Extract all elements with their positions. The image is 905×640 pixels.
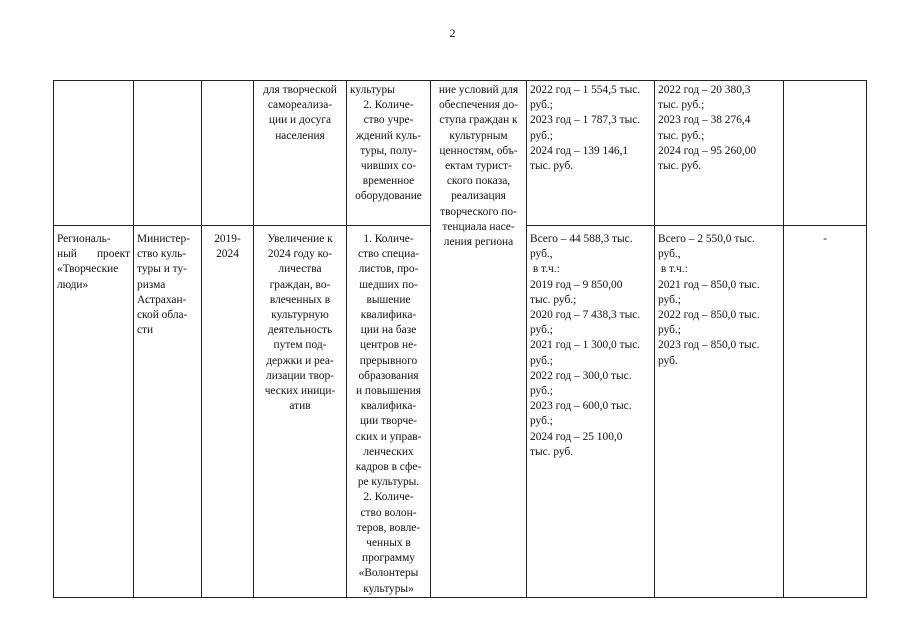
cell-executor: [134, 81, 202, 226]
text-line: Региональ-: [57, 233, 111, 245]
text-line: временное: [362, 175, 415, 188]
cell-result: [431, 81, 527, 598]
text-line: 2019 год – 9 850,00: [530, 278, 623, 291]
text-line: Всего – 44 588,3 тыс.: [530, 233, 633, 245]
text-line: руб.;: [530, 385, 553, 398]
text-line: 1. Количе-: [363, 233, 414, 245]
text-line: тыс. руб.: [658, 160, 702, 173]
text-line: культуры»: [363, 582, 414, 595]
project-table: [53, 80, 867, 598]
text-line: тыс. руб.;: [658, 99, 705, 112]
text-line: ство специа-: [357, 248, 420, 261]
text-line: сти: [137, 324, 154, 337]
cell-budget-regional: [655, 81, 784, 226]
text-line: культуры: [350, 84, 395, 96]
text-line: «Творческие: [57, 263, 119, 276]
text-line: программу: [361, 552, 416, 565]
cell-other: [784, 226, 867, 598]
text-line: ской обла-: [137, 309, 188, 322]
cell-goal: [254, 226, 347, 598]
text-line: 2023 год – 1 787,3 тыс.: [530, 114, 641, 127]
text-line: 2022 год – 20 380,3: [658, 84, 751, 96]
text-line: самореализа-: [267, 99, 333, 112]
text-line: в т.ч.:: [530, 263, 560, 276]
text-line: «Волонтеры: [358, 567, 419, 580]
text-line: ции на базе: [360, 324, 417, 337]
text-line: руб.;: [530, 324, 553, 337]
text-line: 2024 год – 95 260,00: [658, 144, 757, 157]
text-line: туры и ту-: [137, 263, 187, 276]
text-line: ческих иници-: [264, 385, 336, 398]
text-line: ние условий для: [438, 84, 519, 96]
text-line: вышение: [366, 293, 411, 306]
text-line: 2021 год – 1 300,0 тыс.: [530, 339, 641, 352]
text-line: 2022 год – 300,0 тыс.: [530, 369, 632, 382]
text-line: шедших по-: [359, 278, 418, 291]
text-line: реализация: [451, 190, 506, 203]
text-line: для творческой: [263, 84, 337, 96]
text-line: руб.: [658, 354, 678, 367]
text-line: руб.;: [658, 324, 681, 337]
text-line: Всего – 2 550,0 тыс.: [658, 233, 755, 245]
text-line: ектам турист-: [445, 160, 512, 173]
text-line: туры, полу-: [360, 144, 417, 157]
text-line: Астрахан-: [137, 293, 187, 306]
table-row: [54, 81, 867, 226]
text-line: ленческих: [363, 445, 414, 458]
text-line: тыс. руб.;: [530, 293, 577, 306]
text-line: 2. Количе-: [363, 491, 414, 504]
cell-budget-total: [527, 81, 655, 226]
text-line: 2024: [216, 248, 239, 261]
text-line: 2022 год – 1 554,5 тыс.: [530, 84, 641, 96]
text-line: ции творче-: [359, 415, 418, 428]
text-line: 2024 году ко-: [267, 248, 333, 261]
text-line: 2023 год – 600,0 тыс.: [530, 400, 632, 413]
text-line: ских и управ-: [355, 430, 422, 443]
text-line: 2024 год – 25 100,0: [530, 430, 623, 443]
text-line: ступа граждан к: [439, 114, 518, 127]
text-line: листов, про-: [358, 263, 419, 276]
cell-period: [202, 226, 254, 598]
text-line: держки и реа-: [266, 354, 334, 367]
text-line: 2024 год – 139 146,1: [530, 144, 629, 157]
text-line: обеспечения до-: [439, 99, 518, 112]
text-line: путем под-: [273, 339, 327, 352]
text-line: лизации твор-: [266, 369, 334, 382]
cell-period: [202, 81, 254, 226]
text-line: ризма: [137, 278, 166, 291]
text-line: 2. Количе-: [363, 99, 414, 112]
text-line: оборудование: [355, 190, 422, 203]
text-line: 2023 год – 850,0 тыс.: [658, 339, 760, 352]
text-line: люди»: [57, 278, 89, 291]
text-line: кадров в сфе-: [355, 461, 422, 474]
text-line: ный проект: [57, 248, 130, 261]
text-line: деятельность: [267, 324, 333, 337]
text-line: и повышения: [355, 385, 422, 398]
text-line: творческого по-: [440, 205, 517, 218]
text-line: квалифика-: [360, 309, 417, 322]
text-line: ство куль-: [137, 248, 187, 261]
text-line: ления региона: [443, 236, 514, 249]
text-line: атив: [289, 400, 311, 413]
text-line: тыс. руб.;: [658, 129, 705, 142]
cell-goal: [254, 81, 347, 226]
cell-other: [784, 81, 867, 226]
text-line: центров не-: [360, 339, 417, 352]
text-line: руб.,: [658, 248, 681, 261]
text-line: квалифика-: [360, 400, 417, 413]
text-line: 2022 год – 850,0 тыс.: [658, 309, 760, 322]
text-line: -: [823, 233, 827, 245]
text-line: прерывного: [359, 354, 418, 367]
cell-executor: [134, 226, 202, 598]
cell-indicators: [347, 226, 431, 598]
text-line: 2023 год – 38 276,4: [658, 114, 751, 127]
text-line: ченных в: [366, 537, 411, 550]
text-line: руб.;: [530, 415, 553, 428]
text-line: культурную: [271, 309, 329, 322]
text-line: ре культуры.: [357, 476, 420, 489]
text-line: тыс. руб.: [530, 160, 574, 173]
text-line: руб.;: [658, 293, 681, 306]
cell-name: [54, 226, 134, 598]
cell-name: [54, 81, 134, 226]
text-line: 2019-: [214, 233, 241, 245]
text-line: ции и досуга: [268, 114, 332, 127]
text-line: руб.;: [530, 354, 553, 367]
text-line: ценностям, объ-: [439, 144, 518, 157]
text-line: ского показа,: [446, 175, 511, 188]
text-line: тенциала насе-: [442, 220, 515, 233]
text-line: ство учре-: [363, 114, 414, 127]
text-line: теров, вовле-: [356, 521, 421, 534]
text-line: граждан, во-: [269, 278, 331, 291]
text-line: 2021 год – 850,0 тыс.: [658, 278, 760, 291]
text-line: 2020 год – 7 438,3 тыс.: [530, 309, 641, 322]
cell-budget-total: [527, 226, 655, 598]
text-line: влеченных в: [269, 293, 331, 306]
cell-budget-regional: [655, 226, 784, 598]
text-line: образования: [358, 369, 419, 382]
text-line: личества: [278, 263, 322, 276]
text-line: ждений куль-: [355, 129, 422, 142]
text-line: руб.,: [530, 248, 553, 261]
text-line: Увеличение к: [267, 233, 333, 245]
text-line: руб.;: [530, 129, 553, 142]
text-line: чивших со-: [360, 160, 417, 173]
text-line: культурным: [449, 129, 508, 142]
text-line: Министер-: [137, 233, 190, 245]
page-number: 2: [449, 26, 456, 40]
text-line: тыс. руб.: [530, 445, 574, 458]
cell-indicators: [347, 81, 431, 226]
text-line: руб.;: [530, 99, 553, 112]
text-line: в т.ч.:: [658, 263, 688, 276]
text-line: ство волон-: [360, 506, 417, 519]
text-line: населения: [275, 129, 325, 142]
